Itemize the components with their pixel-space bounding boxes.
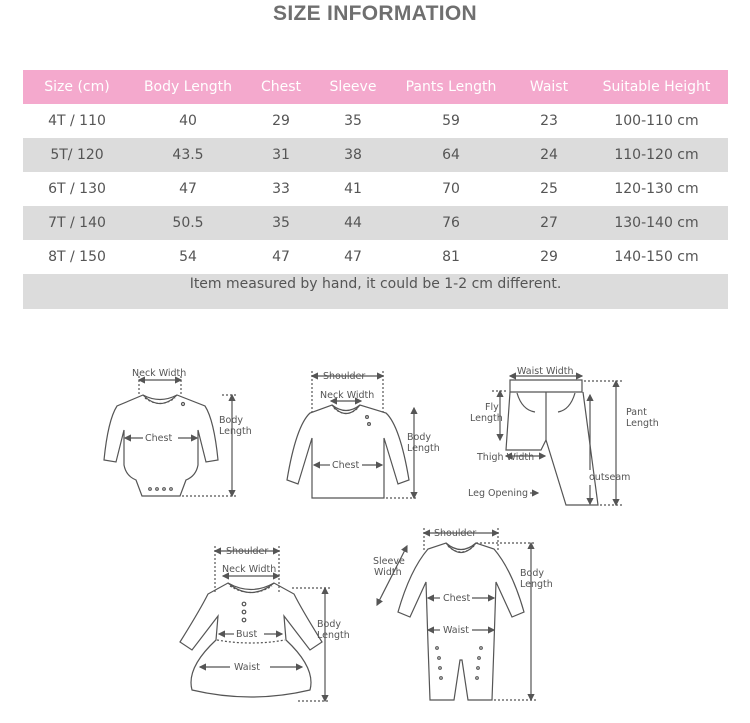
dress-shoulder-label: Shoulder	[226, 546, 269, 557]
table-cell: 24	[513, 138, 585, 172]
pants-fly-length-label-1: Fly	[485, 402, 499, 413]
table-cell: 8T / 150	[48, 249, 106, 265]
pants-waistband	[510, 380, 582, 392]
table-cell: 64	[389, 138, 513, 172]
table-cell: 31	[245, 138, 317, 172]
table-cell: 43.5	[131, 138, 245, 172]
pants-waist-width-label: Waist Width	[517, 366, 574, 377]
table-cell: 59	[442, 113, 460, 129]
romper-body-length-label-1: Body	[520, 568, 544, 579]
table-cell: 140-150 cm	[614, 249, 699, 265]
romper-chest-label: Chest	[443, 593, 471, 604]
table-cell: 40	[179, 113, 197, 129]
table-cell: 29	[540, 249, 558, 265]
bodysuit-body-length-label-1: Body	[219, 415, 243, 426]
table-cell: 50.5	[131, 206, 245, 240]
table-cell: 130-140 cm	[585, 206, 728, 240]
dress-waist-label: Waist	[234, 662, 260, 673]
table-cell: 81	[442, 249, 460, 265]
romper-sleeve-width-label-2: Width	[374, 567, 402, 578]
shirt-chest-label: Chest	[332, 460, 360, 471]
shirt-outline	[287, 405, 409, 498]
col-header-waist: Waist	[513, 70, 585, 104]
romper-body-length-label-2: Length	[520, 579, 553, 590]
pants-outseam-label: outseam	[589, 472, 631, 483]
table-cell: 100-110 cm	[614, 113, 699, 129]
romper-shoulder-label: Shoulder	[434, 528, 477, 539]
table-cell: 76	[389, 206, 513, 240]
col-header-sleeve: Sleeve	[317, 70, 389, 104]
table-cell: 47	[344, 249, 362, 265]
table-cell: 29	[272, 113, 290, 129]
shirt-body-length-label-1: Body	[407, 432, 431, 443]
col-header-body-length: Body Length	[131, 70, 245, 104]
table-cell: 6T / 130	[48, 181, 106, 197]
dress-neck-width-label: Neck Width	[222, 564, 277, 575]
bodysuit-neck-width-label: Neck Width	[132, 368, 187, 379]
table-cell: 47	[272, 249, 290, 265]
pants-pant-length-label-1: Pant	[626, 407, 647, 418]
table-cell: 35	[344, 113, 362, 129]
shirt-shoulder-label: Shoulder	[323, 371, 366, 382]
table-cell: 35	[245, 206, 317, 240]
pants-diagram	[492, 376, 622, 505]
dress-body-length-label-2: Length	[317, 630, 350, 641]
pants-fly-length-label-2: Length	[470, 413, 503, 424]
table-cell: 54	[179, 249, 197, 265]
dress-body-length-label-1: Body	[317, 619, 341, 630]
table-cell: 70	[442, 181, 460, 197]
table-cell: 5T/ 120	[23, 138, 131, 172]
romper-diagram	[377, 528, 536, 700]
page-title: SIZE INFORMATION	[273, 2, 477, 25]
table-cell: 4T / 110	[48, 113, 106, 129]
col-header-size: Size (cm)	[23, 70, 131, 104]
romper-outline	[398, 543, 524, 700]
table-cell: 33	[272, 181, 290, 197]
table-cell: 120-130 cm	[614, 181, 699, 197]
measurement-note: Item measured by hand, it could be 1-2 cm different.	[23, 274, 728, 309]
shirt-body-length-label-2: Length	[407, 443, 440, 454]
bodysuit-body-length-label-2: Length	[219, 426, 252, 437]
table-cell: 44	[317, 206, 389, 240]
table-cell: 47	[179, 181, 197, 197]
shirt-neck-width-label: Neck Width	[320, 390, 375, 401]
table-cell: 41	[344, 181, 362, 197]
table-cell: 23	[540, 113, 558, 129]
dress-outline	[180, 583, 322, 697]
table-cell: 27	[513, 206, 585, 240]
romper-waist-label: Waist	[443, 625, 469, 636]
bodysuit-chest-label: Chest	[145, 433, 173, 444]
table-cell: 38	[317, 138, 389, 172]
pants-leg-opening-label: Leg Opening	[468, 488, 529, 499]
col-header-suitable-height: Suitable Height	[585, 70, 728, 104]
table-cell: 25	[540, 181, 558, 197]
bodysuit-outline	[104, 395, 218, 496]
col-header-pants-length: Pants Length	[389, 70, 513, 104]
pants-pant-length-label-2: Length	[626, 418, 659, 429]
table-cell: 7T / 140	[23, 206, 131, 240]
table-cell: 110-120 cm	[585, 138, 728, 172]
pants-thigh-width-label: Thigh Width	[477, 452, 535, 463]
romper-sleeve-width-label-1: Sleeve	[373, 556, 405, 567]
dress-bust-label: Bust	[236, 629, 258, 640]
col-header-chest: Chest	[245, 70, 317, 104]
